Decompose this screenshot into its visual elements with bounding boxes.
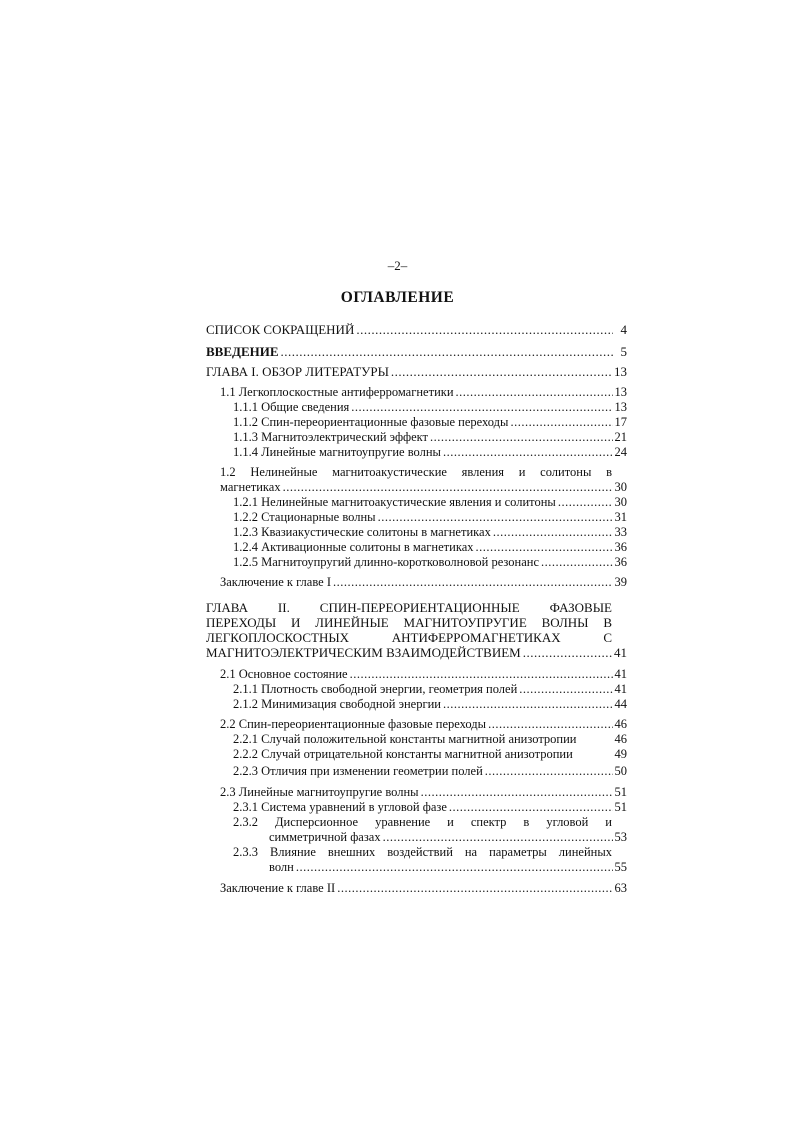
toc-entry[interactable]	[233, 800, 627, 815]
toc-entry-page: 50	[614, 764, 627, 778]
toc-entry-label: 2.2.3 Отличия при изменении геометрии полей	[233, 764, 483, 778]
toc-entry-page: 55	[614, 860, 627, 874]
toc-entry-label: 1.2.3 Квазиакустические солитоны в магнетиках	[233, 525, 491, 539]
leader-dots	[519, 682, 612, 697]
toc-entry[interactable]	[206, 344, 627, 359]
toc-entry[interactable]	[233, 495, 627, 510]
leader-dots	[281, 344, 613, 359]
toc-entry-label: 2.2.2 Случай отрицательной константы магнитной анизотропии	[233, 747, 573, 761]
toc-entry-page: 46	[614, 732, 627, 746]
toc-entry-page: 36	[614, 540, 627, 554]
leader-dots	[558, 495, 613, 510]
toc-entry[interactable]	[233, 555, 627, 570]
toc-entry-line1[interactable]: 2.3.2 Дисперсионное уравнение и спектр в угловой и	[233, 815, 612, 829]
toc-entry[interactable]	[269, 830, 627, 845]
chapter-heading-line2[interactable]: ПЕРЕХОДЫ И ЛИНЕЙНЫЕ МАГНИТОУПРУГИЕ ВОЛНЫ В	[206, 615, 612, 630]
toc-entry[interactable]	[220, 385, 627, 400]
leader-dots	[523, 645, 612, 660]
leader-dots	[421, 785, 613, 800]
leader-dots	[333, 575, 612, 590]
toc-entry-label: 2.3.1 Система уравнений в угловой фазе	[233, 800, 447, 814]
leader-dots	[488, 717, 612, 732]
toc-entry-page: 31	[614, 510, 627, 524]
toc-entry-label: 2.1.2 Минимизация свободной энергии	[233, 697, 441, 711]
toc-entry-label: 1.2.5 Магнитоупругий длинно-коротковолновой резонанс	[233, 555, 540, 569]
toc-entry-label: Заключение к главе II	[220, 881, 336, 895]
toc-entry[interactable]	[233, 525, 627, 540]
toc-entry[interactable]	[206, 364, 627, 379]
toc-entry[interactable]	[233, 747, 627, 762]
toc-entry-page: 13	[614, 400, 627, 414]
toc-entry-label: 2.2 Спин-переориентационные фазовые переходы	[220, 717, 487, 731]
toc-entry-label: симметричной фазах	[269, 830, 381, 844]
leader-dots	[356, 322, 613, 337]
toc-entry-label: МАГНИТОЭЛЕКТРИЧЕСКИМ ВЗАИМОДЕЙСТВИЕМ	[206, 645, 521, 660]
toc-entry-label: 1.1.4 Линейные магнитоупругие волны	[233, 445, 441, 459]
toc-entry-page: 33	[614, 525, 627, 539]
toc-entry[interactable]	[233, 430, 627, 445]
leader-dots	[283, 480, 613, 495]
toc-entry-label: ВВЕДЕНИЕ	[206, 344, 279, 359]
leader-dots	[510, 415, 612, 430]
toc-entry-page: 41	[614, 645, 627, 660]
toc-entry[interactable]	[206, 322, 627, 337]
toc-entry[interactable]	[233, 764, 627, 779]
toc-entry-label: Заключение к главе I	[220, 575, 332, 589]
toc-entry-page: 49	[614, 747, 627, 761]
leader-dots	[485, 764, 613, 779]
toc-entry-page: 5	[620, 344, 627, 359]
toc-entry-page: 41	[614, 667, 627, 681]
leader-dots	[493, 525, 613, 540]
toc-entry[interactable]	[233, 510, 627, 525]
toc-entry[interactable]	[206, 645, 627, 660]
toc-entry-page: 13	[614, 364, 627, 379]
toc-entry-page: 44	[614, 697, 627, 711]
toc-entry-label: СПИСОК СОКРАЩЕНИЙ	[206, 322, 355, 337]
leader-dots	[350, 667, 613, 682]
toc-entry[interactable]	[233, 415, 627, 430]
leader-dots	[378, 510, 613, 525]
toc-entry-page: 53	[614, 830, 627, 844]
toc-entry-label: магнетиках	[220, 480, 281, 494]
toc-entry-page: 13	[614, 385, 627, 399]
toc-entry[interactable]	[233, 400, 627, 415]
chapter-heading-line1[interactable]: ГЛАВА II. СПИН-ПЕРЕОРИЕНТАЦИОННЫЕ ФАЗОВЫЕ	[206, 600, 612, 615]
toc-entry-line1[interactable]: 2.3.3 Влияние внешних воздействий на параметры линейных	[233, 845, 612, 859]
toc-title: ОГЛАВЛЕНИЕ	[340, 289, 455, 306]
leader-dots	[476, 540, 613, 555]
leader-dots	[337, 881, 612, 896]
toc-entry-label: 1.2.4 Активационные солитоны в магнетиках	[233, 540, 474, 554]
toc-entry[interactable]	[233, 732, 627, 747]
toc-entry-page: 51	[614, 800, 627, 814]
toc-entry[interactable]	[233, 445, 627, 460]
leader-dots	[541, 555, 612, 570]
toc-entry-page: 24	[614, 445, 627, 459]
toc-entry-page: 51	[614, 785, 627, 799]
toc-entry[interactable]	[220, 575, 627, 590]
toc-entry-label: 1.1.1 Общие сведения	[233, 400, 350, 414]
toc-entry[interactable]	[220, 881, 627, 896]
toc-entry-page: 36	[614, 555, 627, 569]
leader-dots	[351, 400, 612, 415]
toc-entry-label: 1.1.2 Спин-переориентационные фазовые переходы	[233, 415, 509, 429]
toc-entry-label: 1.2.2 Стационарные волны	[233, 510, 376, 524]
toc-entry-label: 2.2.1 Случай положительной константы магнитной анизотропии	[233, 732, 577, 746]
toc-entry-page: 21	[614, 430, 627, 444]
toc-entry-label: 2.1.1 Плотность свободной энергии, геометрия полей	[233, 682, 518, 696]
leader-dots	[443, 445, 613, 460]
leader-dots	[383, 830, 613, 845]
toc-entry-label: 1.1 Легкоплоскостные антиферромагнетики	[220, 385, 454, 399]
toc-entry-page: 4	[620, 322, 627, 337]
toc-entry[interactable]	[220, 667, 627, 682]
toc-entry-page: 63	[614, 881, 627, 895]
toc-entry-label: 2.1 Основное состояние	[220, 667, 348, 681]
toc-entry-page: 41	[614, 682, 627, 696]
toc-entry[interactable]	[220, 480, 627, 495]
toc-entry-label: 1.1.3 Магнитоэлектрический эффект	[233, 430, 428, 444]
leader-dots	[449, 800, 613, 815]
toc-entry-page: 39	[614, 575, 627, 589]
toc-entry[interactable]	[220, 717, 627, 732]
toc-entry-label: 1.2.1 Нелинейные магнитоакустические явления и солитоны	[233, 495, 556, 509]
toc-entry-label: 2.3 Линейные магнитоупругие волны	[220, 785, 419, 799]
toc-entry-page: 46	[614, 717, 627, 731]
toc-entry[interactable]	[233, 697, 627, 712]
toc-entry[interactable]	[269, 860, 627, 875]
toc-entry-page: 30	[614, 495, 627, 509]
toc-entry[interactable]	[233, 682, 627, 697]
toc-entry-label: ГЛАВА I. ОБЗОР ЛИТЕРАТУРЫ	[206, 364, 389, 379]
page-number: –2–	[387, 258, 408, 273]
toc-entry-page: 30	[614, 480, 627, 494]
leader-dots	[456, 385, 613, 400]
leader-dots	[443, 697, 613, 712]
toc-entry[interactable]	[220, 785, 627, 800]
chapter-heading-line3[interactable]: ЛЕГКОПЛОСКОСТНЫХ АНТИФЕРРОМАГНЕТИКАХ С	[206, 630, 612, 645]
toc-entry[interactable]	[233, 540, 627, 555]
leader-dots	[391, 364, 612, 379]
toc-entry-line1[interactable]: 1.2 Нелинейные магнитоакустические явления и солитоны в	[220, 465, 612, 479]
toc-entry-label: волн	[269, 860, 294, 874]
leader-dots	[430, 430, 613, 445]
leader-dots	[296, 860, 613, 875]
toc-entry-page: 17	[614, 415, 627, 429]
